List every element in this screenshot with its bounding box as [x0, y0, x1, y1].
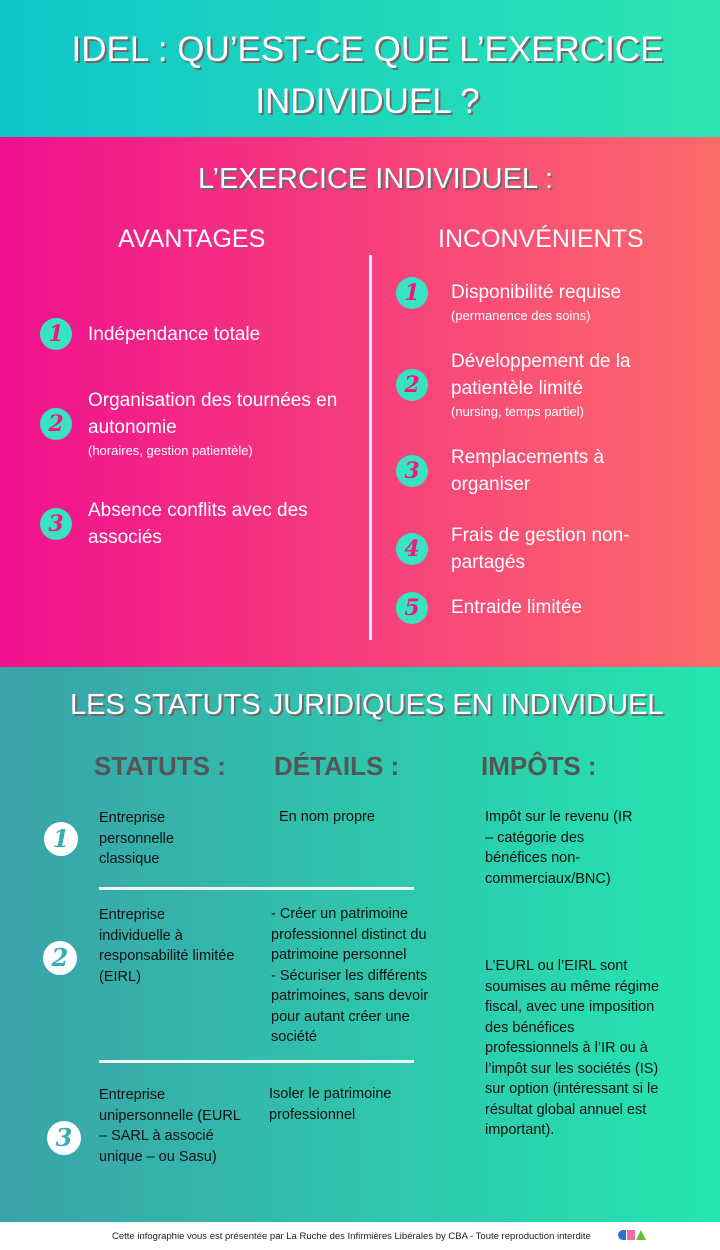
- item-text: Développement de la patientèle limité: [451, 351, 631, 399]
- statuts-section: [0, 667, 720, 1222]
- footer-text: Cette infographie vous est présentée par La Ruche des Infirmières Libérales by CBA - Toute reproduction interdite: [112, 1231, 591, 1242]
- column-header: STATUTS :: [94, 751, 226, 781]
- section-heading: LES STATUTS JURIDIQUES EN INDIVIDUEL: [70, 689, 664, 721]
- item-note: (horaires, gestion patientèle): [88, 443, 253, 458]
- list-item: [451, 279, 701, 326]
- inconvenients-heading: INCONVÉNIENTS: [438, 225, 644, 253]
- item-note: (permanence des soins): [451, 308, 591, 323]
- list-item: [88, 387, 358, 461]
- number-badge: 3: [396, 455, 428, 487]
- statut-text: Entreprise personnelle classique: [99, 810, 174, 867]
- number-badge: 2: [40, 408, 72, 440]
- number-badge: 2: [396, 369, 428, 401]
- number-badge: 5: [396, 592, 428, 624]
- avantages-heading: AVANTAGES: [118, 225, 266, 253]
- item-text: Entraide limitée: [451, 597, 582, 618]
- number-badge: 1: [40, 318, 72, 350]
- item-note: (nursing, temps partiel): [451, 404, 584, 419]
- details-text: Isoler le patrimoine professionnel: [269, 1086, 392, 1123]
- item-text: Absence conflits avec des associés: [88, 500, 308, 548]
- list-item: [88, 497, 348, 551]
- number-badge: 3: [40, 508, 72, 540]
- item-text: Remplacements à organiser: [451, 447, 605, 495]
- impots-text: L’EURL ou l’EIRL sont soumises au même régime fiscal, avec une imposition des bénéfices professionnels à l’IR ou à l’impôt sur les sociétés (IS) sur option (intéressant si le résultat global annuel est important).: [485, 958, 660, 1138]
- item-text: Indépendance totale: [88, 324, 261, 345]
- title-banner: [0, 0, 720, 137]
- number-badge: 2: [43, 941, 77, 975]
- statut-text: Entreprise individuelle à responsabilité limitée (EIRL): [99, 907, 235, 985]
- list-item: [451, 594, 671, 621]
- list-item: [451, 348, 681, 422]
- cba-logo-part: [636, 1230, 646, 1240]
- section-heading: L’EXERCICE INDIVIDUEL :: [198, 163, 554, 195]
- number-badge: 3: [47, 1121, 81, 1155]
- divider: [369, 255, 372, 640]
- row-divider: [99, 887, 414, 890]
- page-title: IDEL : QU’EST-CE QUE L’EXERCICE INDIVIDUEL ?: [71, 30, 664, 121]
- list-item: [451, 444, 651, 498]
- item-text: Frais de gestion non-partagés: [451, 525, 630, 573]
- cba-logo-part: [627, 1230, 635, 1240]
- impots-text: Impôt sur le revenu (IR – catégorie des bénéfices non-commerciaux/BNC): [485, 809, 633, 887]
- number-badge: 1: [396, 277, 428, 309]
- footer: [0, 1222, 720, 1250]
- number-badge: 4: [396, 533, 428, 565]
- list-item: [451, 522, 671, 576]
- row-divider: [99, 1060, 414, 1063]
- details-text: - Créer un patrimoine professionnel distinct du patrimoine personnel - Sécuriser les différents patrimoines, sans devoir pour autant créer une société: [271, 906, 429, 1045]
- statut-text: Entreprise unipersonnelle (EURL – SARL à associé unique – ou Sasu): [99, 1087, 241, 1165]
- list-item: [88, 321, 348, 348]
- number-badge: 1: [44, 822, 78, 856]
- exercice-section: [0, 137, 720, 667]
- column-header: DÉTAILS :: [274, 751, 400, 781]
- column-header: IMPÔTS :: [481, 751, 597, 781]
- item-text: Disponibilité requise: [451, 282, 622, 303]
- cba-logo: [618, 1230, 626, 1240]
- item-text: Organisation des tournées en autonomie: [88, 390, 338, 438]
- details-text: En nom propre: [279, 809, 375, 825]
